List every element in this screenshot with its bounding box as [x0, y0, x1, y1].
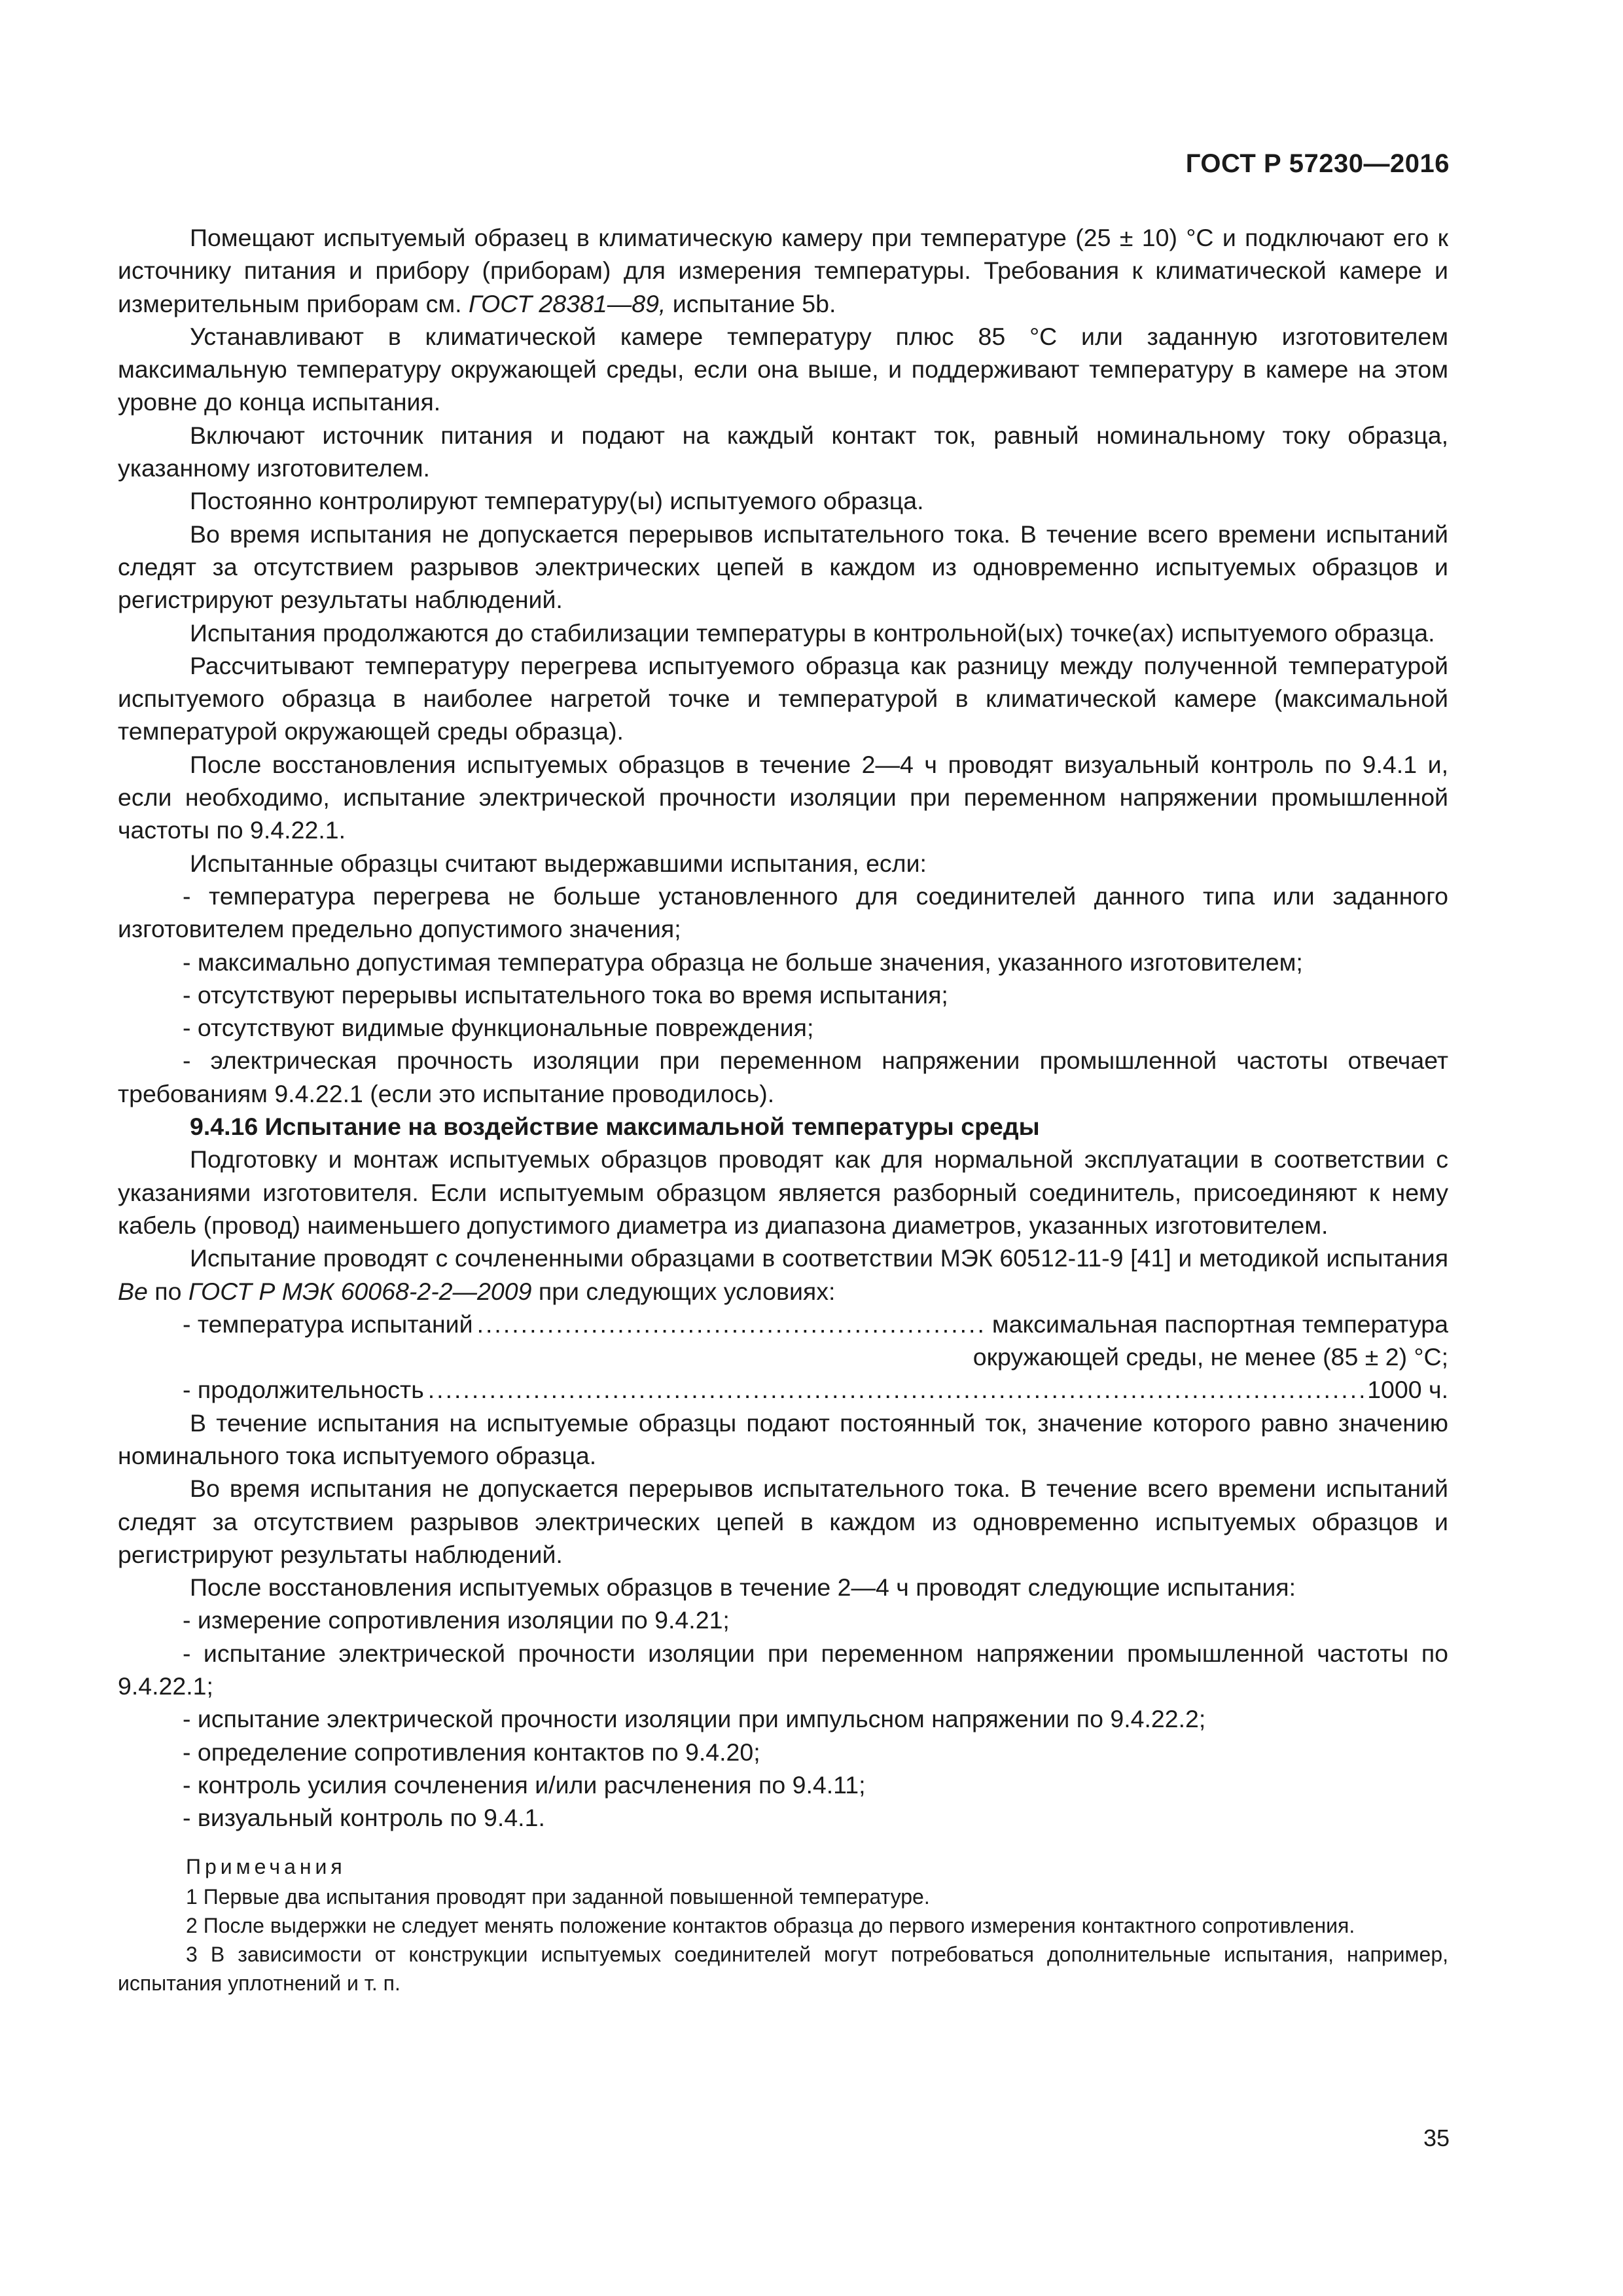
- paragraph: Во время испытания не допускается перерывов испытательного тока. В течение всего времени испытаний следят за отсутствием разрывов электрических цепей в каждом из одновременно испытуемых образцов и регистрируют результаты наблюдений.: [118, 1475, 1448, 1568]
- paragraph-text: Испытание проводят с сочлененными образцами в соответствии МЭК 60512-11-9 [41] и методикой испытания: [190, 1244, 1448, 1272]
- list-item: - максимально допустимая температура образца не больше значения, указанного изготовителем;: [183, 948, 1303, 976]
- paragraph-text: по: [147, 1277, 188, 1305]
- list-item: - отсутствуют видимые функциональные повреждения;: [183, 1014, 814, 1042]
- paragraph: В течение испытания на испытуемые образцы подают постоянный ток, значение которого равно значению номинального тока испытуемого образца.: [118, 1408, 1448, 1469]
- paragraph-text: испытание 5b.: [666, 289, 836, 317]
- standard-reference: ГОСТ 28381—89,: [468, 289, 666, 317]
- list-item: - определение сопротивления контактов по 9.4.20;: [183, 1738, 760, 1766]
- paragraph-text: при следующих условиях:: [531, 1277, 836, 1305]
- document-id-header: ГОСТ Р 57230—2016: [1185, 149, 1450, 178]
- page-number: 35: [1423, 2125, 1450, 2151]
- paragraph: [118, 1242, 1448, 1308]
- note-item: 2 После выдержки не следует менять положение контактов образца до первого измерения контактного сопротивления.: [186, 1913, 1355, 1937]
- dot-leader: [428, 1373, 1363, 1406]
- section-heading: 9.4.16 Испытание на воздействие максимальной температуры среды: [190, 1113, 1040, 1141]
- paragraph: Включают источник питания и подают на каждый контакт ток, равный номинальному току образца, указанному изготовителем.: [118, 421, 1448, 482]
- dot-leader: [477, 1308, 988, 1340]
- paragraph: После восстановления испытуемых образцов в течение 2—4 ч проводят визуальный контроль по 9.4.1 и, если необходимо, испытание электрической прочности изоляции при переменном напряжении промышленной частоты по 9.4.22.1.: [118, 750, 1448, 844]
- list-item: - испытание электрической прочности изоляции при импульсном напряжении по 9.4.22.2;: [183, 1705, 1206, 1733]
- note-item: 3 В зависимости от конструкции испытуемых соединителей могут потребоваться дополнительные испытания, например, испытания уплотнений и т. п.: [118, 1942, 1448, 1995]
- list-item: - температура перегрева не больше установленного для соединителей данного типа или заданного изготовителем предельно допустимого значения;: [118, 882, 1448, 943]
- list-item: - контроль усилия сочленения и/или расчленения по 9.4.11;: [183, 1770, 866, 1799]
- paragraph: Постоянно контролируют температуру(ы) испытуемого образца.: [190, 487, 924, 515]
- paragraph: Рассчитывают температуру перегрева испытуемого образца как разницу между полученной температурой испытуемого образца в наиболее нагретой точке и температурой в климатической камере (максимальной температурой окружающей среды образца).: [118, 651, 1448, 745]
- list-item: - отсутствуют перерывы испытательного тока во время испытания;: [183, 980, 948, 1009]
- list-item: - измерение сопротивления изоляции по 9.4.21;: [183, 1606, 730, 1634]
- list-item: - электрическая прочность изоляции при переменном напряжении промышленной частоты отвечает требованиям 9.4.22.1 (если это испытание проводилось).: [118, 1047, 1448, 1107]
- paragraph: [118, 221, 1448, 320]
- standard-reference: ГОСТ Р МЭК 60068-2-2—2009: [188, 1277, 532, 1305]
- condition-value: максимальная паспортная температура: [991, 1310, 1448, 1338]
- test-method-code: Be: [118, 1277, 148, 1305]
- list-item: - испытание электрической прочности изоляции при переменном напряжении промышленной частоты по 9.4.22.1;: [118, 1639, 1448, 1700]
- condition-value: 1000 ч.: [1367, 1376, 1448, 1404]
- notes-title: Примечания: [186, 1854, 346, 1878]
- paragraph: Устанавливают в климатической камере температуру плюс 85 °С или заданную изготовителем максимальную температуру окружающей среды, если она выше, и поддерживают температуру в камере на этом уровне до конца испытания.: [118, 322, 1448, 416]
- paragraph: Испытания продолжаются до стабилизации температуры в контрольной(ых) точке(ах) испытуемого образца.: [190, 619, 1435, 647]
- condition-row-duration: [118, 1373, 1448, 1406]
- condition-value-continued: окружающей среды, не менее (85 ± 2) °С;: [972, 1343, 1448, 1371]
- paragraph: Подготовку и монтаж испытуемых образцов проводят как для нормальной эксплуатации в соответствии с указаниями изготовителя. Если испытуемым образцом является разборный соединитель, присоединяют к нему кабель (провод) наименьшего допустимого диаметра из диапазона диаметров, указанных изготовителем.: [118, 1145, 1448, 1239]
- note-item: 1 Первые два испытания проводят при заданной повышенной температуре.: [186, 1884, 930, 1909]
- paragraph: Испытанные образцы считают выдержавшими испытания, если:: [190, 849, 927, 877]
- list-item: - визуальный контроль по 9.4.1.: [183, 1804, 545, 1832]
- paragraph: Во время испытания не допускается перерывов испытательного тока. В течение всего времени испытаний следят за отсутствием разрывов электрических цепей в каждом из одновременно испытуемых образцов и регистрируют результаты наблюдений.: [118, 520, 1448, 614]
- document-body: [118, 221, 1448, 1998]
- paragraph: После восстановления испытуемых образцов в течение 2—4 ч проводят следующие испытания:: [190, 1573, 1296, 1602]
- paragraph-text: Помещают испытуемый образец в климатическую камеру при температуре (25 ± 10) °С и подключают его к источнику питания и прибору (приборам) для измерения температуры. Требования к климатической камере и измерительным приборам см.: [118, 224, 1448, 317]
- condition-label: - температура испытаний: [183, 1310, 473, 1338]
- condition-label: - продолжительность: [183, 1376, 424, 1404]
- notes-block: [118, 1852, 1448, 1998]
- condition-row-temperature: [118, 1308, 1448, 1340]
